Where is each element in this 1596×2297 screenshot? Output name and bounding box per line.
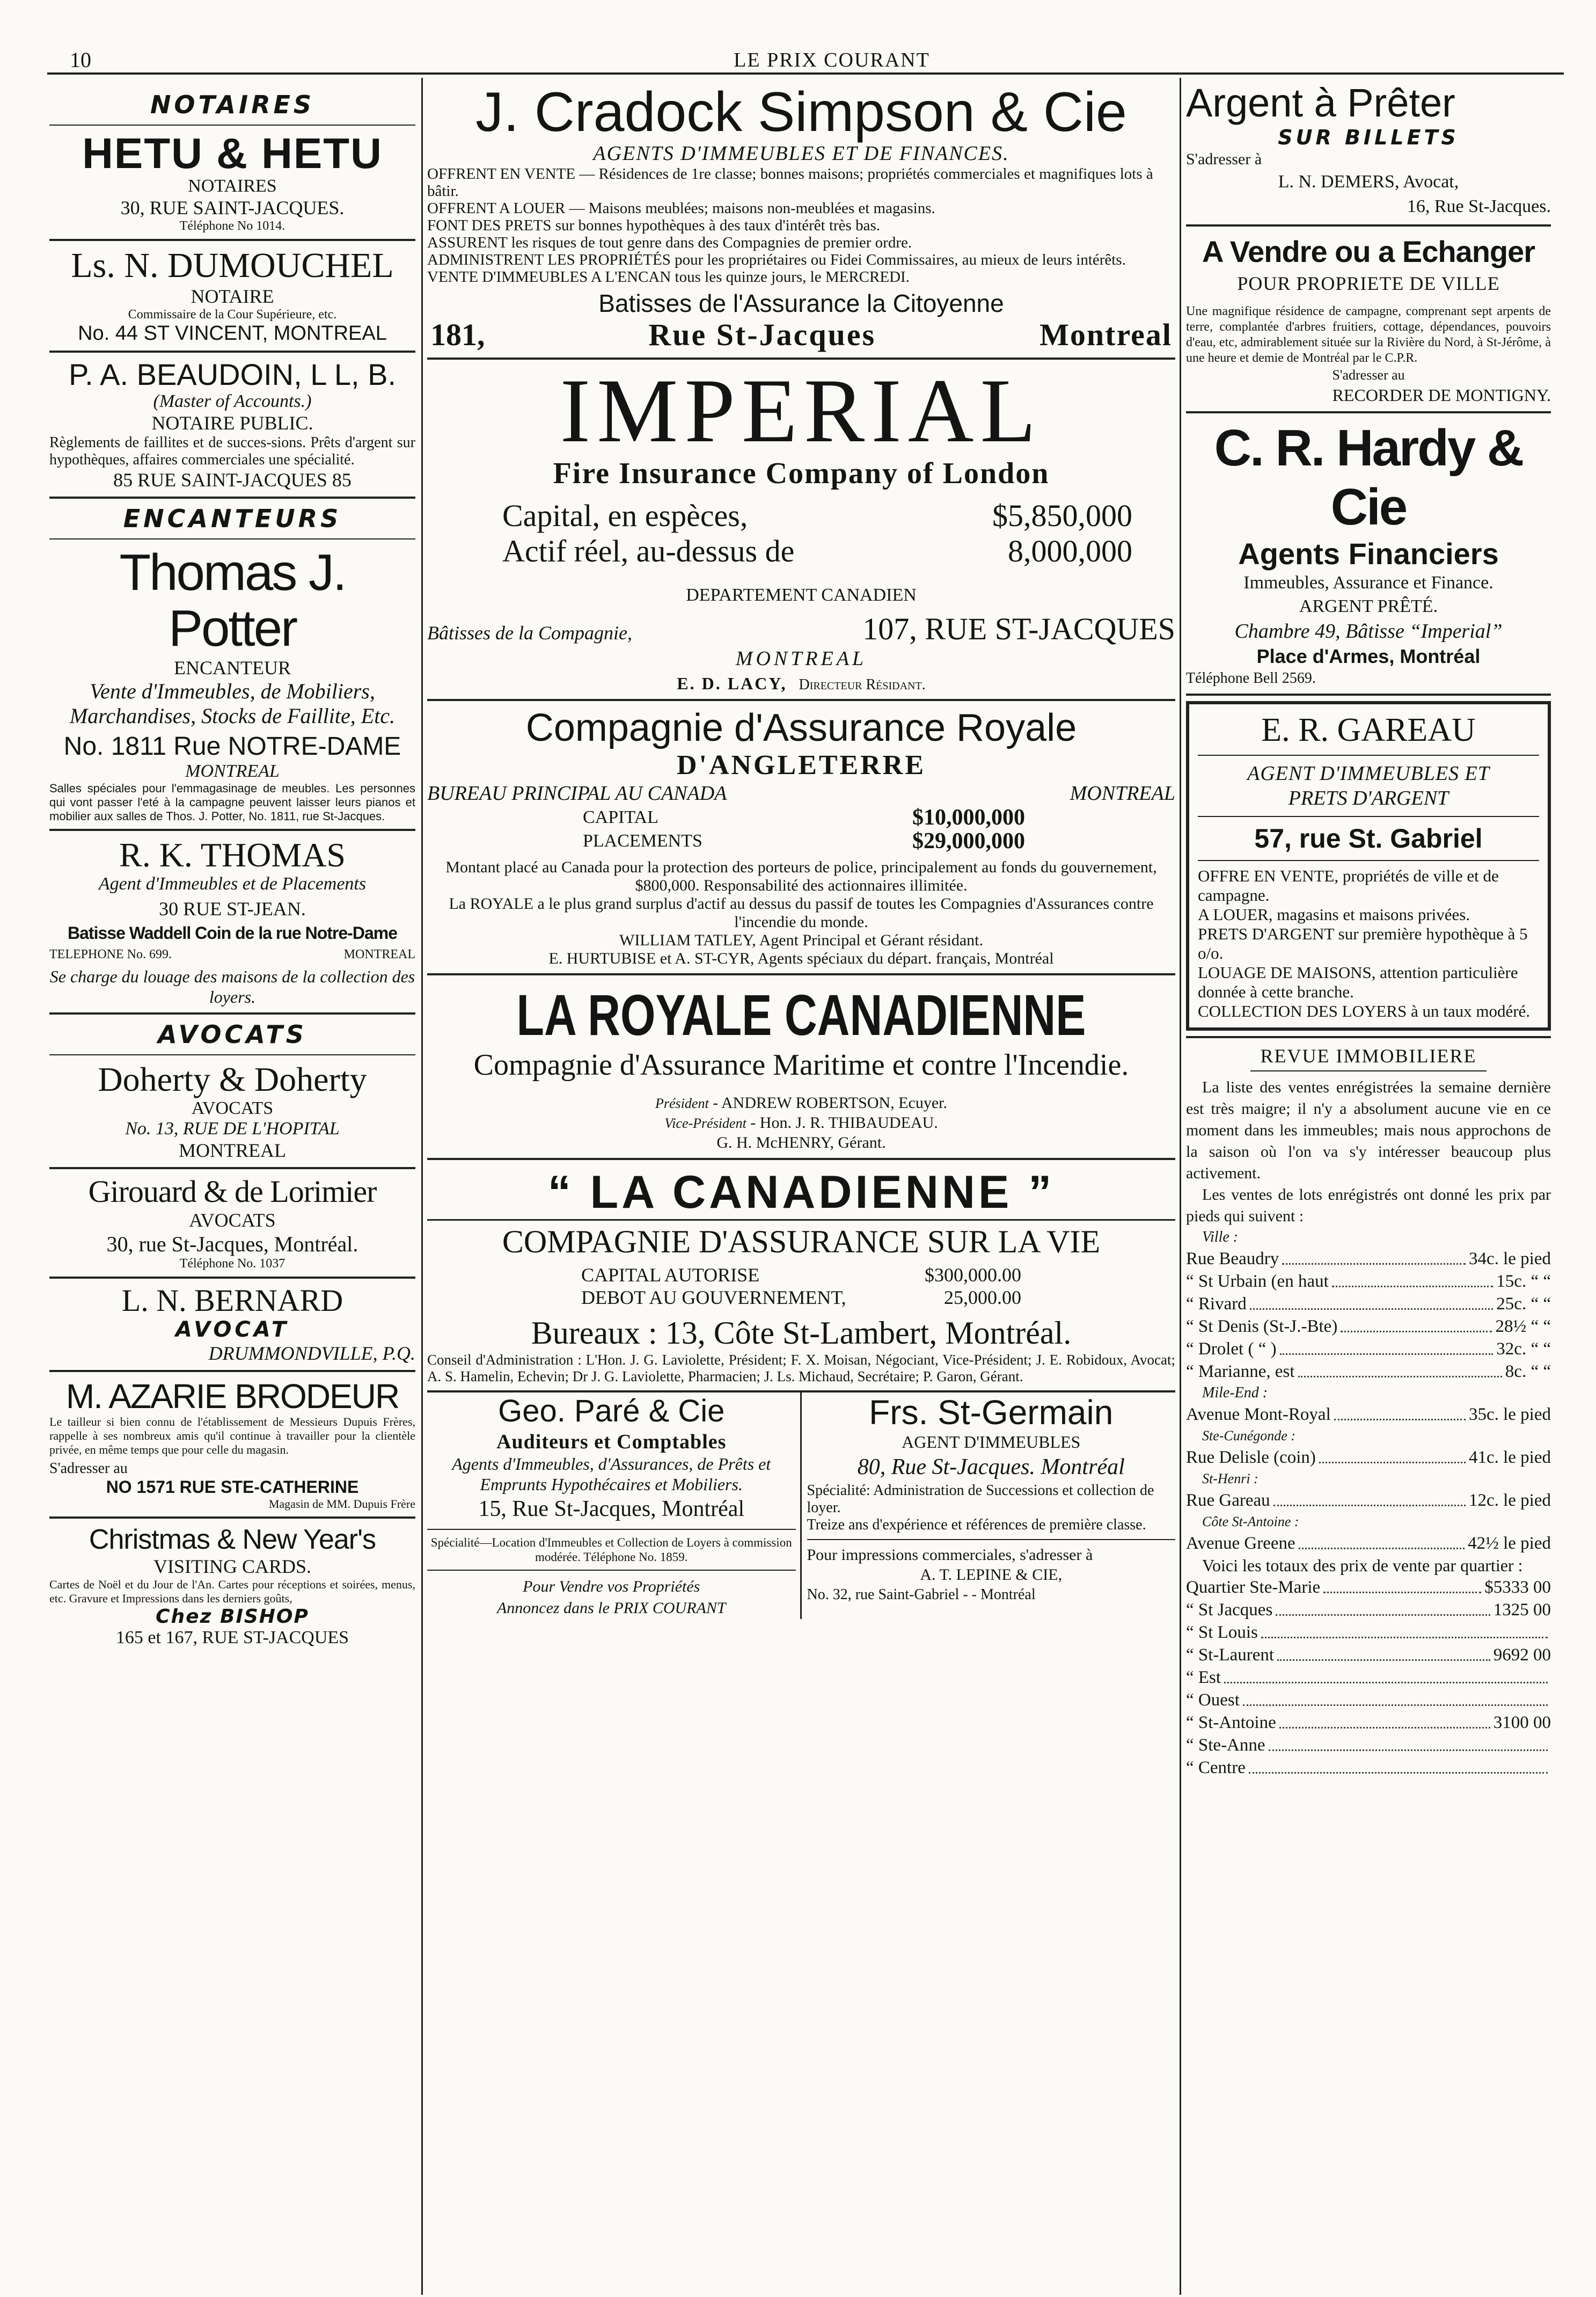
beaudoin-desc: Règlements de faillites et de succes-sions. Prêts d'argent sur hypothèques, affaires commerciales une spécialité. xyxy=(49,434,415,468)
pare-sub: Auditeurs et Comptables xyxy=(496,1431,727,1453)
canadienne-cap-label: CAPITAL AUTORISE xyxy=(581,1264,760,1286)
royale-ad xyxy=(427,706,1175,968)
argent-address: 16, Rue St-Jacques. xyxy=(1407,196,1551,216)
dot-leader xyxy=(1332,1270,1493,1287)
gareau-ad xyxy=(1186,701,1551,1031)
dot-leader xyxy=(1334,1403,1466,1420)
ville-price-row xyxy=(1186,1360,1551,1383)
royale-canadienne-vp: Hon. J. R. THIBAUDEAU. xyxy=(759,1114,938,1132)
gareau-line-3: LOUAGE DE MAISONS, attention particulière donnée à cette branche. xyxy=(1198,963,1518,1001)
brodeur-contact: S'adresser au xyxy=(49,1460,128,1477)
quartier-total-row-label: “ Est xyxy=(1186,1668,1221,1687)
canadienne-bureaux: Bureaux : 13, Côte St-Lambert, Montréal. xyxy=(531,1315,1072,1351)
quartier-total-row xyxy=(1186,1666,1551,1689)
stgermain-lepine-address: No. 32, rue Saint-Gabriel - - Montréal xyxy=(807,1586,1036,1603)
girouard-ad xyxy=(49,1175,415,1271)
divider xyxy=(427,1529,796,1530)
avocats-heading: AVOCATS xyxy=(158,1020,307,1049)
gareau-name: E. R. GAREAU xyxy=(1261,712,1476,748)
dot-leader xyxy=(1249,1756,1548,1774)
ville-price-row xyxy=(1186,1270,1551,1293)
cradock-address-city: Montreal xyxy=(1039,317,1172,352)
girouard-name: Girouard & de Lorimier xyxy=(88,1174,377,1209)
vendre-title: A Vendre ou a Echanger xyxy=(1202,235,1535,268)
beaudoin-ad xyxy=(49,358,415,491)
beaudoin-address: 85 RUE SAINT-JACQUES 85 xyxy=(113,469,352,491)
mile-end-price-row-label: Avenue Mont-Royal xyxy=(1186,1405,1331,1424)
hardy-phone: Téléphone Bell 2569. xyxy=(1186,670,1316,687)
pare-name: Geo. Paré & Cie xyxy=(498,1394,725,1428)
royale-sub: D'ANGLETERRE xyxy=(676,750,926,781)
henri-rows xyxy=(1186,1489,1551,1512)
royale-placements-value: $29,000,000 xyxy=(912,829,1025,854)
doherty-name: Doherty & Doherty xyxy=(98,1060,367,1098)
antoine-rows xyxy=(1186,1532,1551,1555)
bernard-role: AVOCAT xyxy=(175,1317,290,1342)
royale-agents-fr: E. HURTUBISE et A. ST-CYR, Agents spéciaux du départ. français, Montréal xyxy=(548,950,1054,967)
potter-address: No. 1811 Rue NOTRE-DAME xyxy=(63,732,401,761)
hetu-ad xyxy=(49,131,415,234)
hetu-address: 30, RUE SAINT-JACQUES. xyxy=(120,197,345,218)
pare-note: Spécialité—Location d'Immeubles et Collection de Loyers à commission modérée. Téléphone No. 1859. xyxy=(430,1536,792,1564)
imperial-cap2-label: Actif réel, au-dessus de xyxy=(502,534,795,568)
revue-title: REVUE IMMOBILIERE xyxy=(1260,1045,1477,1067)
argent-title: Argent à Prêter xyxy=(1186,81,1455,125)
ville-price-row-label: Rue Beaudry xyxy=(1186,1249,1279,1268)
royale-canadienne-sub: Compagnie d'Assurance Maritime et contre l'Incendie. xyxy=(473,1048,1129,1082)
doherty-address: No. 13, RUE DE L'HOPITAL xyxy=(125,1119,340,1139)
mile-end-rows xyxy=(1186,1403,1551,1426)
cunegonde-price-row xyxy=(1186,1446,1551,1469)
ville-price-row-value: 34c. le pied xyxy=(1468,1249,1551,1268)
divider xyxy=(49,125,415,126)
cunegonde-price-row-value: 41c. le pied xyxy=(1468,1448,1551,1467)
quartier-total-row xyxy=(1186,1576,1551,1599)
royale-canadienne-president-label: Président xyxy=(655,1096,709,1111)
divider xyxy=(49,1277,415,1279)
cradock-address-no: 181, xyxy=(430,317,485,352)
royale-canadienne-name: LA ROYALE CANADIENNE xyxy=(516,982,1086,1047)
divider xyxy=(49,239,415,241)
canadienne-depot-value: 25,000.00 xyxy=(944,1287,1021,1308)
hardy-loan: ARGENT PRÊTÉ. xyxy=(1299,596,1438,616)
brodeur-address: NO 1571 RUE STE-CATHERINE xyxy=(106,1477,359,1497)
doherty-city: MONTREAL xyxy=(179,1140,286,1161)
ville-price-row-value: 15c. “ “ xyxy=(1496,1272,1551,1291)
ville-price-row-label: “ St Urbain (en haut xyxy=(1186,1272,1329,1291)
thomas-ad xyxy=(49,836,415,1007)
mile-end-price-row-value: 35c. le pied xyxy=(1468,1405,1551,1424)
imperial-director-title: Directeur Résidant. xyxy=(799,676,926,693)
dot-leader xyxy=(1224,1666,1548,1683)
quartier-total-row-label: “ Ouest xyxy=(1186,1690,1240,1710)
revue-p1: La liste des ventes enrégistrées la semaine dernière est très maigre; il n'y a absolument aucune vie en ce moment dans les immeubles; mais nous approchons de la saison où l'on va s'y intéresser beaucoup plus activement. xyxy=(1186,1078,1551,1182)
hardy-sub: Agents Financiers xyxy=(1238,537,1499,571)
ville-price-row-value: 32c. “ “ xyxy=(1496,1339,1551,1359)
royale-placements-label: PLACEMENTS xyxy=(583,831,702,851)
brodeur-name: M. AZARIE BRODEUR xyxy=(65,1377,399,1416)
center-bottom-split xyxy=(427,1392,1175,1619)
ville-price-row-value: 8c. “ “ xyxy=(1505,1362,1551,1381)
dumouchel-name: Ls. N. DUMOUCHEL xyxy=(71,246,394,285)
divider xyxy=(427,358,1175,360)
potter-desc: Vente d'Immeubles, de Mobiliers, Marchandises, Stocks de Faillite, Etc. xyxy=(69,679,396,728)
antoine-price-row-value: 42½ le pied xyxy=(1468,1534,1551,1553)
royale-name: Compagnie d'Assurance Royale xyxy=(525,706,1077,749)
quartier-total-row xyxy=(1186,1756,1551,1779)
dot-leader xyxy=(1269,1734,1548,1751)
pare-address: 15, Rue St-Jacques, Montréal xyxy=(478,1497,745,1521)
ville-price-row-label: “ Marianne, est xyxy=(1186,1362,1295,1381)
dot-leader xyxy=(1276,1599,1490,1616)
stgermain-exp: Treize ans d'expérience et références de première classe. xyxy=(807,1516,1146,1533)
cradock-line-5: VENTE D'IMMEUBLES A L'ENCAN tous les quinze jours, le MERCREDI. xyxy=(427,268,910,286)
stgermain-ad xyxy=(802,1392,1176,1619)
dot-leader xyxy=(1280,1338,1493,1355)
cradock-building: Batisses de l'Assurance la Citoyenne xyxy=(598,289,1004,317)
quartier-total-row-value: 1325 00 xyxy=(1493,1600,1551,1620)
cradock-line-4: ADMINISTRENT LES PROPRIÉTÉS pour les propriétaires ou Fidei Commissaires, au mieux de leurs intérêts. xyxy=(427,251,1126,268)
divider xyxy=(49,1516,415,1519)
cradock-line-2: FONT DES PRETS sur bonnes hypothèques à des taux d'intérêt très bas. xyxy=(427,217,880,234)
canadienne-ad xyxy=(427,1165,1175,1385)
quartier-total-row-label: “ Centre xyxy=(1186,1758,1246,1777)
divider xyxy=(49,1054,415,1055)
imperial-building-address: 107, RUE ST-JACQUES xyxy=(862,611,1175,646)
gareau-sub1: AGENT D'IMMEUBLES ET xyxy=(1247,762,1490,785)
divider xyxy=(49,829,415,831)
hetu-name: HETU & HETU xyxy=(82,129,383,177)
dot-leader xyxy=(1279,1711,1490,1729)
dot-leader xyxy=(1277,1644,1490,1661)
henri-price-row xyxy=(1186,1489,1551,1512)
pare-desc: Agents d'Immeubles, d'Assurances, de Prêts et Emprunts Hypothécaires et Mobiliers. xyxy=(452,1454,771,1494)
cradock-line-0: OFFRENT EN VENTE — Résidences de 1re classe; bonnes maisons; propriétés commerciales et magnifiques lots à bâtir. xyxy=(427,165,1153,200)
thomas-role: Agent d'Immeubles et de Placements xyxy=(98,874,367,894)
canadienne-depot-label: DEBOT AU GOUVERNEMENT, xyxy=(581,1287,846,1308)
dumouchel-role: NOTAIRE xyxy=(191,286,274,307)
stgermain-name: Frs. St-Germain xyxy=(869,1393,1114,1432)
girouard-address: 30, rue St-Jacques, Montréal. xyxy=(106,1232,358,1256)
divider xyxy=(427,973,1175,975)
bernard-address: DRUMMONDVILLE, P.Q. xyxy=(208,1343,415,1364)
cradock-address-street: Rue St-Jacques xyxy=(648,317,876,352)
divider xyxy=(1186,411,1551,413)
vendre-sub: POUR PROPRIETE DE VILLE xyxy=(1237,273,1500,294)
potter-city: MONTREAL xyxy=(185,761,280,781)
page-title: LE PRIX COURANT xyxy=(734,49,930,71)
gareau-line-2: PRETS D'ARGENT sur première hypothèque à 5 o/o. xyxy=(1198,924,1528,962)
girouard-phone: Téléphone No. 1037 xyxy=(179,1257,285,1271)
christmas-sub: VISITING CARDS. xyxy=(153,1556,311,1577)
doherty-role: AVOCATS xyxy=(191,1098,274,1118)
stgermain-print: Pour impressions commerciales, s'adresser à xyxy=(807,1546,1093,1564)
column-rule-1 xyxy=(421,78,423,2295)
imperial-director: E. D. LACY, xyxy=(677,674,787,693)
dot-leader xyxy=(1282,1248,1466,1265)
column-rule-2 xyxy=(1180,78,1181,2295)
quartier-total-row-value: 9692 00 xyxy=(1493,1645,1551,1665)
girouard-role: AVOCATS xyxy=(189,1209,276,1231)
divider xyxy=(1198,755,1539,756)
hardy-desc: Immeubles, Assurance et Finance. xyxy=(1243,573,1493,593)
henri-price-row-value: 12c. le pied xyxy=(1468,1491,1551,1510)
quartier-total-row-label: “ St-Antoine xyxy=(1186,1713,1276,1732)
hardy-chambre: Chambre 49, Bâtisse “Imperial” xyxy=(1234,620,1503,643)
vendre-contact: S'adresser au xyxy=(1332,367,1405,383)
divider xyxy=(49,1012,415,1015)
royale-office-city: MONTREAL xyxy=(1070,782,1175,805)
royale-agent: WILLIAM TATLEY, Agent Principal et Gérant résidant. xyxy=(619,931,983,949)
divider xyxy=(1186,224,1551,227)
column-right xyxy=(1186,76,1551,1779)
quartier-total-row-label: “ Ste-Anne xyxy=(1186,1735,1265,1755)
encanteurs-heading: ENCANTEURS xyxy=(123,504,342,533)
imperial-name: IMPERIAL xyxy=(560,360,1043,461)
cradock-sub: AGENTS D'IMMEUBLES ET DE FINANCES. xyxy=(593,142,1009,165)
potter-ad xyxy=(49,545,415,823)
dot-leader xyxy=(1319,1446,1466,1463)
vendre-desc: Une magnifique résidence de campagne, comprenant sept arpents de terre, complantée d'arbres fruitiers, cottage, dépendances, pouvoirs d'eau, etc, admirablement située sur la Rivière du Nord, à St-Jérôme, à une heure et demie de Montréal par le C.P.R. xyxy=(1186,304,1551,365)
divider xyxy=(49,1370,415,1372)
dot-leader xyxy=(1299,1532,1465,1549)
bernard-ad xyxy=(49,1284,415,1365)
ville-price-row xyxy=(1186,1248,1551,1270)
stgermain-address: 80, Rue St-Jacques. Montréal xyxy=(857,1455,1125,1479)
divider xyxy=(49,1167,415,1169)
ville-rows xyxy=(1186,1248,1551,1383)
thomas-building: Batisse Waddell Coin de la rue Notre-Dame xyxy=(68,923,397,943)
thomas-note: Se charge du louage des maisons de la collection des loyers. xyxy=(49,967,415,1007)
beaudoin-sub: (Master of Accounts.) xyxy=(153,391,312,411)
stgermain-role: AGENT D'IMMEUBLES xyxy=(902,1432,1081,1452)
antoine-price-row-label: Avenue Greene xyxy=(1186,1534,1295,1553)
cradock-ad xyxy=(427,83,1175,352)
cunegonde-rows xyxy=(1186,1446,1551,1469)
page-number: 10 xyxy=(70,48,91,72)
christmas-title: Christmas & New Year's xyxy=(89,1524,376,1555)
divider xyxy=(49,538,415,539)
imperial-building-label: Bâtisses de la Compagnie, xyxy=(427,622,632,644)
ville-price-row-label: “ Rivard xyxy=(1186,1294,1247,1314)
gareau-line-0: OFFRE EN VENTE, propriétés de ville et de campagne. xyxy=(1198,866,1499,905)
ville-price-row-label: “ St Denis (St-J.-Bte) xyxy=(1186,1317,1338,1336)
bernard-name: L. N. BERNARD xyxy=(121,1283,343,1318)
hetu-phone: Téléphone No 1014. xyxy=(179,219,285,233)
royale-canadienne-ad: LA ROYALE CANADIENNE Compagnie d'Assurance Maritime et contre l'Incendie. Président - ANDREW ROBERTSON, Ecuyer. Vice-Président - Hon. J. R. THIBAUDEAU. G. H. McHENRY, Gérant. xyxy=(427,983,1175,1153)
christmas-desc: Cartes de Noël et du Jour de l'An. Cartes pour réceptions et soirées, menus, etc. Gravure et Impressions dans les derniers goûts, xyxy=(49,1578,415,1605)
quartier-total-row xyxy=(1186,1711,1551,1734)
totals-rows xyxy=(1186,1576,1551,1779)
canadienne-cap-value: $300,000.00 xyxy=(925,1264,1021,1286)
thomas-city: MONTREAL xyxy=(343,947,415,961)
quartier-total-row xyxy=(1186,1734,1551,1756)
cradock-line-3: ASSURENT les risques de tout genre dans des Compagnies de premier ordre. xyxy=(427,234,912,251)
notaires-heading: NOTAIRES xyxy=(150,90,315,119)
pare-footer1: Pour Vendre vos Propriétés xyxy=(523,1578,700,1595)
divider xyxy=(49,497,415,499)
divider xyxy=(1198,816,1539,817)
imperial-cap2-value: 8,000,000 xyxy=(1008,534,1132,568)
royale-office: BUREAU PRINCIPAL AU CANADA xyxy=(427,782,727,805)
revue-henri: St-Henri : xyxy=(1202,1471,1258,1486)
quartier-total-row-label: “ St-Laurent xyxy=(1186,1645,1275,1665)
argent-contact: S'adresser à xyxy=(1186,150,1262,168)
quartier-total-row xyxy=(1186,1599,1551,1621)
canadienne-conseil: Conseil d'Administration : L'Hon. J. G. Laviolette, Président; F. X. Moisan, Négociant, Vice-Président; J. E. Robidoux, Avocat; A. S. Hamelin, Echevin; Dr J. G. Laviolette, Pharmacien; J. Ls. Michaud, Secrétaire; P. Garon, Gérant. xyxy=(427,1352,1175,1384)
dot-leader xyxy=(1243,1689,1548,1706)
thomas-address: 30 RUE ST-JEAN. xyxy=(159,898,306,920)
revue-cunegonde: Ste-Cunégonde : xyxy=(1202,1428,1296,1443)
stgermain-lepine: A. T. LEPINE & CIE, xyxy=(920,1566,1063,1584)
imperial-ad xyxy=(427,360,1175,694)
dumouchel-detail: Commissaire de la Cour Supérieure, etc. xyxy=(128,308,337,322)
potter-note: Salles spéciales pour l'emmagasinage de meubles. Les personnes qui vont passer l'eté à la campagne peuvent laisser leurs pianos et mobilier aux salles de Thos. J. Potter, No. 1811, rue St-Jacques. xyxy=(49,782,415,823)
cunegonde-price-row-label: Rue Delisle (coin) xyxy=(1186,1448,1316,1467)
christmas-chez: Chez BISHOP xyxy=(156,1606,309,1628)
revue-p2: Les ventes de lots enrégistrés ont donné les prix par pieds qui suivent : xyxy=(1186,1186,1551,1225)
revue-mile-end: Mile-End : xyxy=(1202,1384,1268,1401)
cradock-name: J. Cradock Simpson & Cie xyxy=(475,81,1127,143)
quartier-total-row-label: “ St Louis xyxy=(1186,1623,1258,1642)
beaudoin-name: P. A. BEAUDOIN, L L, B. xyxy=(68,358,397,391)
thomas-phone: TELEPHONE No. 699. xyxy=(49,947,172,961)
hetu-role: NOTAIRES xyxy=(188,176,277,196)
ville-price-row xyxy=(1186,1338,1551,1360)
pare-footer2: Annoncez dans le PRIX COURANT xyxy=(496,1599,726,1617)
quartier-total-row xyxy=(1186,1621,1551,1644)
dot-leader xyxy=(1261,1621,1548,1638)
brodeur-desc: Le tailleur si bien connu de l'établissement de Messieurs Dupuis Frères, rappelle à ses nombreux amis qu'il continue à travailler pour la clientèle privée, en même temps que pour celle du magasin. xyxy=(49,1415,415,1456)
ville-price-row-value: 28½ “ “ xyxy=(1495,1317,1551,1336)
divider xyxy=(1250,1070,1487,1071)
divider xyxy=(807,1539,1176,1540)
revue-totals-intro: Voici les totaux des prix de vente par quartier : xyxy=(1202,1556,1523,1575)
argent-name: L. N. DEMERS, Avocat, xyxy=(1278,172,1459,192)
royale-canadienne-vp-label: Vice-Président xyxy=(664,1115,746,1131)
pare-ad xyxy=(427,1392,802,1619)
imperial-cap1-value: $5,850,000 xyxy=(992,498,1132,533)
brodeur-store: Magasin de MM. Dupuis Frère xyxy=(268,1497,415,1511)
brodeur-ad xyxy=(49,1377,415,1511)
royale-canadienne-manager: G. H. McHENRY, Gérant. xyxy=(716,1134,886,1151)
divider xyxy=(49,351,415,353)
quartier-total-row-value: 3100 00 xyxy=(1493,1713,1551,1732)
dot-leader xyxy=(1341,1315,1492,1332)
revue-section xyxy=(1186,1044,1551,1779)
stgermain-spec: Spécialité: Administration de Successions et collection de loyer. xyxy=(807,1482,1154,1516)
royale-canadienne-president: ANDREW ROBERTSON, Ecuyer. xyxy=(721,1094,947,1112)
hardy-place: Place d'Armes, Montréal xyxy=(1256,645,1481,667)
mile-end-price-row xyxy=(1186,1403,1551,1426)
potter-name: Thomas J. Potter xyxy=(119,544,346,657)
royale-capital-value: $10,000,000 xyxy=(912,805,1025,830)
christmas-address: 165 et 167, RUE ST-JACQUES xyxy=(115,1628,349,1647)
quartier-total-row xyxy=(1186,1689,1551,1711)
dot-leader xyxy=(1298,1360,1502,1377)
gareau-address: 57, rue St. Gabriel xyxy=(1254,823,1483,854)
ville-price-row xyxy=(1186,1315,1551,1338)
column-center xyxy=(427,76,1175,1619)
revue-ville: Ville : xyxy=(1202,1229,1239,1245)
header-rule xyxy=(47,72,1564,75)
potter-role: ENCANTEUR xyxy=(174,657,291,679)
hardy-name: C. R. Hardy & Cie xyxy=(1214,419,1523,536)
antoine-price-row xyxy=(1186,1532,1551,1555)
quartier-total-row-label: “ St Jacques xyxy=(1186,1600,1273,1620)
divider xyxy=(427,1158,1175,1160)
ville-price-row-value: 25c. “ “ xyxy=(1496,1294,1551,1314)
thomas-name: R. K. THOMAS xyxy=(119,836,346,874)
dot-leader xyxy=(1250,1293,1493,1310)
divider xyxy=(1198,860,1539,861)
vendre-name: RECORDER DE MONTIGNY. xyxy=(1332,385,1551,405)
gareau-line-4: COLLECTION DES LOYERS à un taux modéré. xyxy=(1198,1002,1531,1020)
imperial-sub: Fire Insurance Company of London xyxy=(553,457,1050,490)
divider xyxy=(1186,1036,1551,1038)
argent-ad xyxy=(1186,81,1551,219)
argent-sub: SUR BILLETS xyxy=(1278,126,1459,149)
quartier-total-row-label: Quartier Ste-Marie xyxy=(1186,1578,1321,1597)
dumouchel-address: No. 44 ST VINCENT, MONTREAL xyxy=(78,322,387,345)
beaudoin-role: NOTAIRE PUBLIC. xyxy=(151,412,313,434)
imperial-dept: DEPARTEMENT CANADIEN xyxy=(686,585,917,605)
divider xyxy=(427,699,1175,701)
quartier-total-row-value: $5333 00 xyxy=(1484,1578,1551,1597)
royale-desc1: Montant placé au Canada pour la protection des porteurs de police, principalement au fonds du gouvernement, $800,000. Responsabilité des actionnaires illimitée. xyxy=(445,858,1157,894)
dot-leader xyxy=(1273,1489,1466,1506)
cradock-line-1: OFFRENT A LOUER — Maisons meublées; maisons non-meublées et magasins. xyxy=(427,200,935,217)
dot-leader xyxy=(1323,1576,1481,1593)
divider xyxy=(1186,694,1551,696)
divider xyxy=(427,1570,796,1571)
hardy-ad xyxy=(1186,419,1551,688)
imperial-cap1-label: Capital, en espèces, xyxy=(502,498,748,533)
quartier-total-row xyxy=(1186,1644,1551,1666)
column-left xyxy=(49,76,415,1648)
royale-desc2: La ROYALE a le plus grand surplus d'actif au dessus du passif de toutes les Compagnies d'Assurances contre l'incendie du monde. xyxy=(449,895,1154,931)
doherty-ad xyxy=(49,1061,415,1162)
ville-price-row xyxy=(1186,1293,1551,1315)
henri-price-row-label: Rue Gareau xyxy=(1186,1491,1270,1510)
christmas-ad xyxy=(49,1524,415,1648)
revue-antoine: Côte St-Antoine : xyxy=(1202,1514,1299,1529)
canadienne-sub: COMPAGNIE D'ASSURANCE SUR LA VIE xyxy=(427,1219,1175,1259)
vendre-ad xyxy=(1186,232,1551,406)
ville-price-row-label: “ Drolet ( “ ) xyxy=(1186,1339,1277,1359)
dumouchel-ad xyxy=(49,246,415,345)
gareau-sub2: PRETS D'ARGENT xyxy=(1288,787,1449,810)
royale-capital-label: CAPITAL xyxy=(583,807,658,827)
gareau-line-1: A LOUER, magasins et maisons privées. xyxy=(1198,905,1470,924)
imperial-city: MONTREAL xyxy=(735,647,867,670)
canadienne-name: “ LA CANADIENNE ” xyxy=(547,1166,1055,1218)
